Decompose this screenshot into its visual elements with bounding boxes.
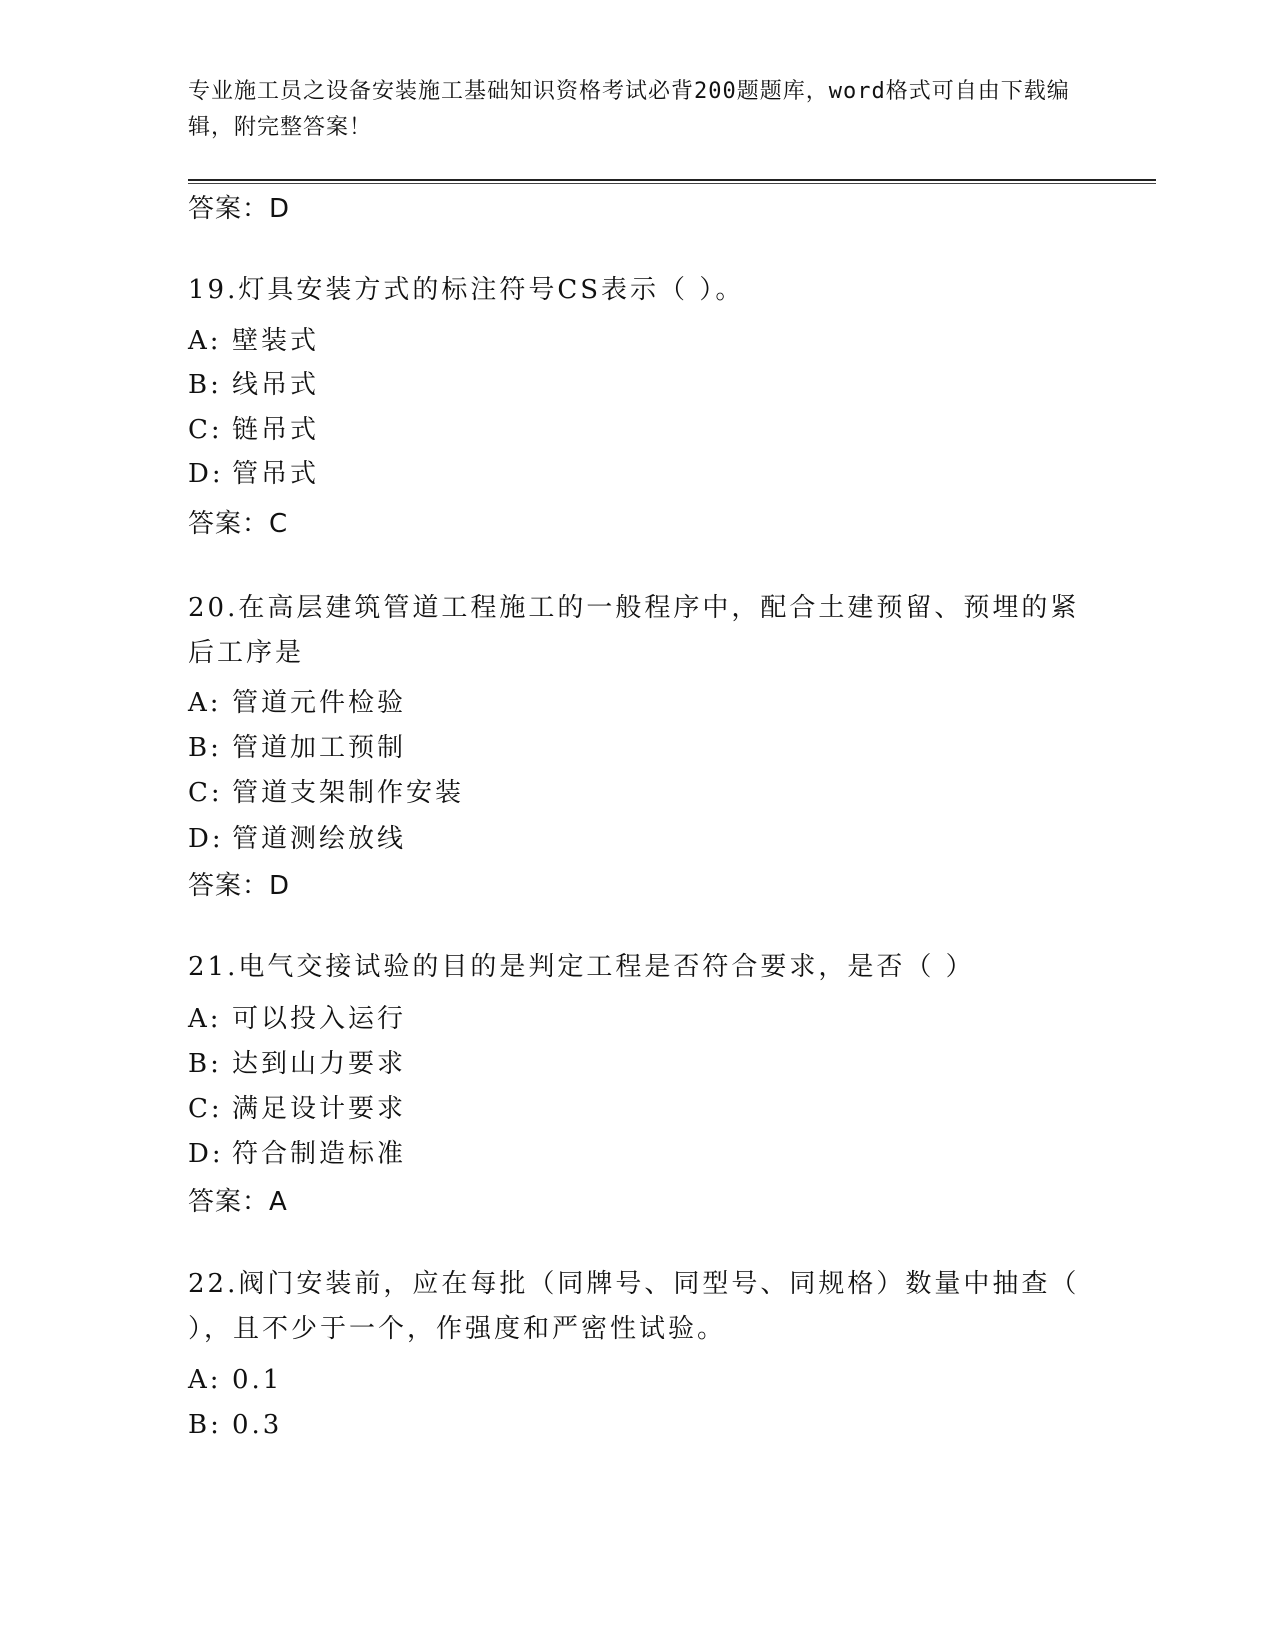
option-letter: B: xyxy=(188,733,222,763)
option-letter: B: xyxy=(188,1049,222,1079)
option-letter: A: xyxy=(188,688,222,718)
option-text: 管道元件检验 xyxy=(232,688,407,718)
option-item xyxy=(188,682,406,719)
option-letter: A: xyxy=(188,326,222,356)
question-text: 20.在高层建筑管道工程施工的一般程序中，配合土建预留、预埋的紧后工序是 xyxy=(188,593,1080,668)
option-letter: C: xyxy=(188,778,223,808)
option-item xyxy=(188,1088,406,1125)
option-letter: D: xyxy=(188,459,224,489)
option-text: 壁装式 xyxy=(232,326,320,356)
option-text: 管吊式 xyxy=(232,459,320,489)
document-header: 专业施工员之设备安装施工基础知识资格考试必背200题题库，word格式可自由下载编辑，附完整答案！ xyxy=(188,79,1070,140)
answer-line: 答案：C xyxy=(188,509,289,539)
answer-line: 答案：A xyxy=(188,1187,288,1217)
option-letter: A: xyxy=(188,1365,222,1395)
option-item xyxy=(188,998,406,1035)
option-text: 链吊式 xyxy=(232,415,320,445)
option-letter: D: xyxy=(188,1139,224,1169)
answer-line: 答案：D xyxy=(188,194,291,224)
option-text: 达到山力要求 xyxy=(232,1049,407,1079)
question-text: 22.阀门安装前，应在每批（同牌号、同型号、同规格）数量中抽查（ ），且不少于一个，作强度和严密性试验。 xyxy=(188,1269,1080,1344)
option-letter: C: xyxy=(188,1094,223,1124)
option-text: 可以投入运行 xyxy=(232,1004,407,1034)
header-divider xyxy=(188,179,1156,181)
option-item xyxy=(188,409,319,446)
option-text: 0.3 xyxy=(232,1410,283,1440)
option-text: 管道测绘放线 xyxy=(232,824,407,854)
option-item xyxy=(188,1410,282,1440)
option-item xyxy=(188,364,319,401)
question-text: 21.电气交接试验的目的是判定工程是否符合要求，是否（ ） xyxy=(188,952,975,982)
option-item xyxy=(188,320,319,357)
option-text: 管道支架制作安装 xyxy=(232,778,465,808)
option-item xyxy=(188,818,406,855)
option-text: 符合制造标准 xyxy=(232,1139,407,1169)
header-divider-thin xyxy=(188,183,1156,184)
option-letter: B: xyxy=(188,1410,222,1440)
option-item xyxy=(188,1043,406,1080)
option-item xyxy=(188,772,464,809)
answer-line: 答案：D xyxy=(188,871,291,901)
option-text: 管道加工预制 xyxy=(232,733,407,763)
option-item xyxy=(188,727,406,764)
option-letter: D: xyxy=(188,824,224,854)
option-letter: A: xyxy=(188,1004,222,1034)
option-text: 满足设计要求 xyxy=(232,1094,407,1124)
option-item xyxy=(188,1365,282,1395)
option-item xyxy=(188,453,319,490)
option-item xyxy=(188,1133,406,1170)
option-text: 线吊式 xyxy=(232,370,320,400)
question-text: 19.灯具安装方式的标注符号CS表示（ ）。 xyxy=(188,275,745,305)
option-text: 0.1 xyxy=(232,1365,283,1395)
option-letter: B: xyxy=(188,370,222,400)
option-letter: C: xyxy=(188,415,223,445)
